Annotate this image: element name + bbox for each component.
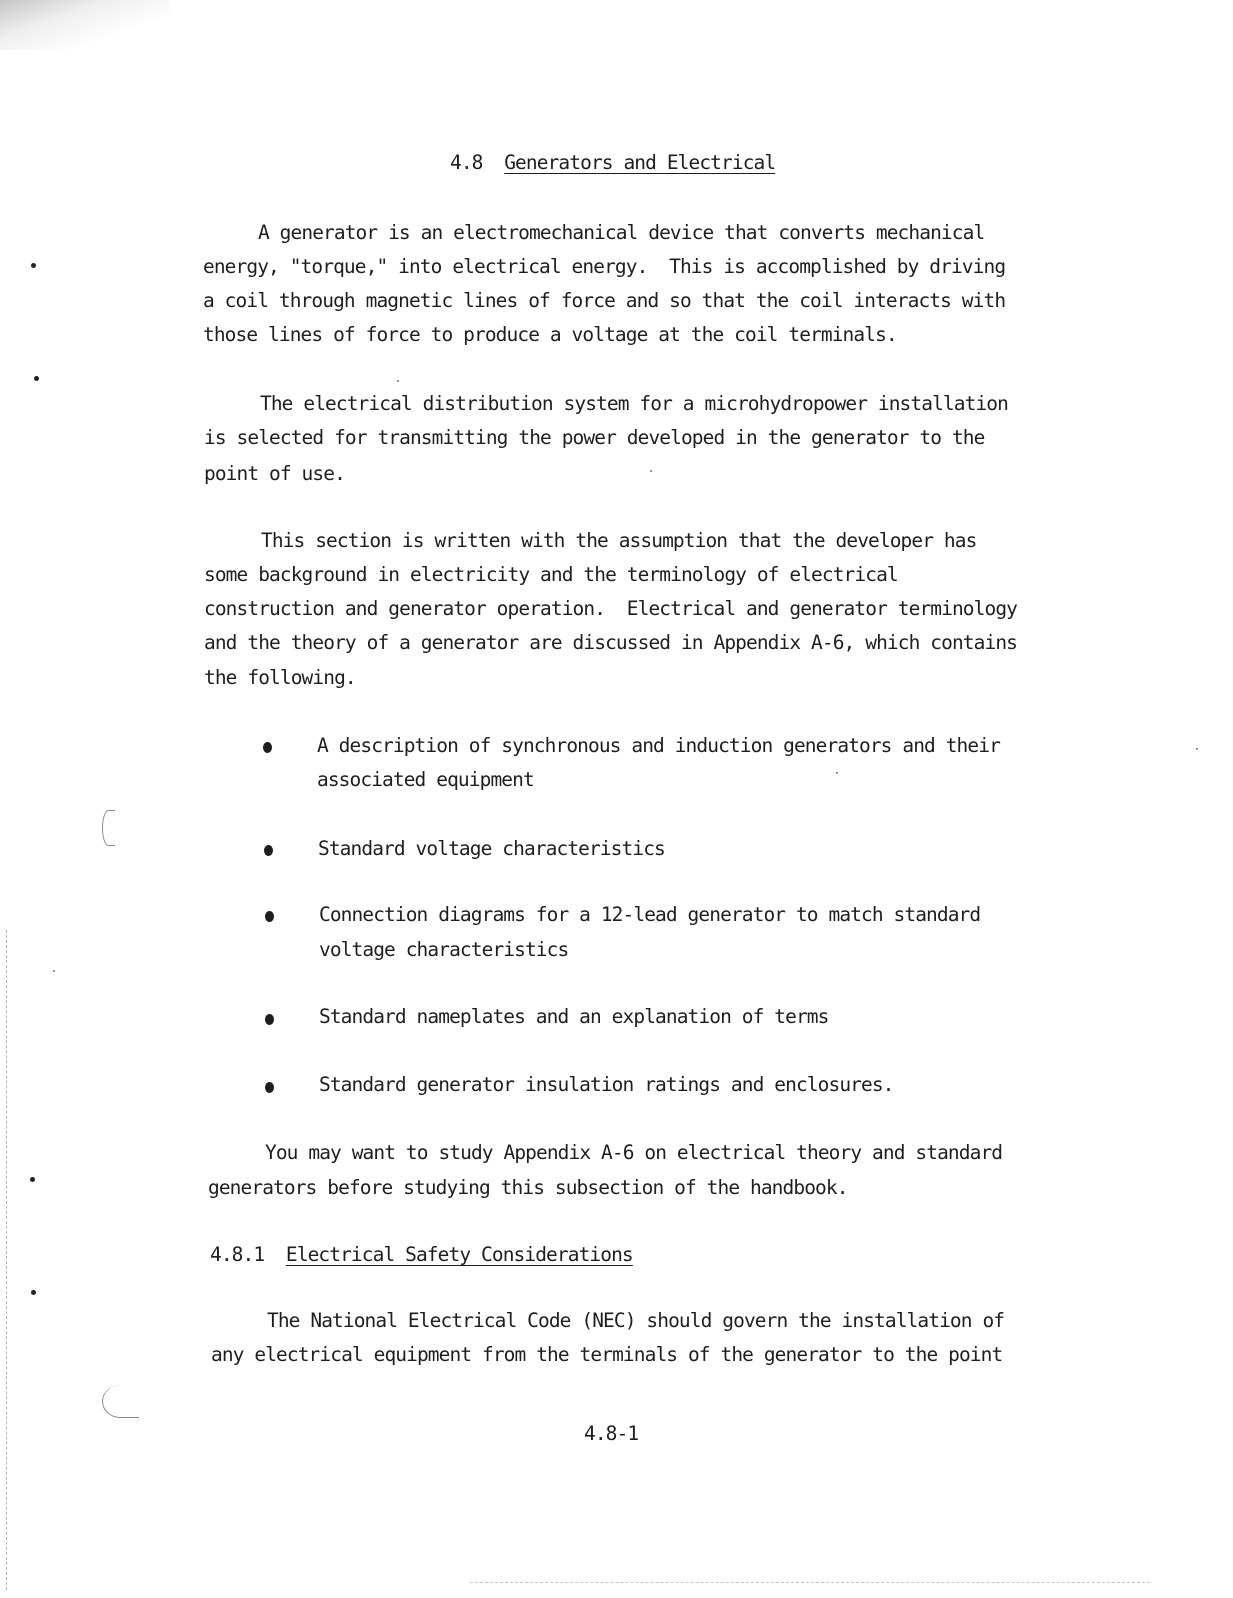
margin-dot <box>31 263 36 268</box>
subsection-heading <box>210 1244 633 1266</box>
list-item: voltage characteristics <box>319 938 569 961</box>
margin-dot <box>31 1290 36 1295</box>
scan-bottom-line <box>470 1582 1150 1583</box>
bullet-icon <box>265 1014 274 1025</box>
scan-mark <box>102 810 115 846</box>
paragraph-line: The electrical distribution system for a microhydropower installation <box>260 392 1008 415</box>
list-item: Standard voltage characteristics <box>318 837 665 860</box>
page-number: 4.8-1 <box>584 1422 639 1445</box>
paragraph-line: a coil through magnetic lines of force and so that the coil interacts with <box>203 289 1006 312</box>
margin-dot <box>836 772 838 774</box>
scan-mark <box>102 1385 139 1418</box>
section-heading <box>450 152 775 174</box>
paragraph-line: and the theory of a generator are discussed in Appendix A-6, which contains <box>204 631 1017 654</box>
paragraph-line: energy, "torque," into electrical energy. This is accomplished by driving <box>203 255 1006 278</box>
paragraph-line: those lines of force to produce a voltage at the coil terminals. <box>203 323 897 346</box>
list-item: Standard nameplates and an explanation of terms <box>319 1005 829 1028</box>
scan-edge-line <box>6 930 7 1590</box>
subsection-title: Electrical Safety Considerations <box>285 1243 633 1266</box>
scan-artifact <box>0 0 170 50</box>
bullet-icon <box>265 911 274 922</box>
paragraph-line: point of use. <box>204 462 345 485</box>
paragraph-line: the following. <box>204 666 356 689</box>
list-item: A description of synchronous and induction generators and their <box>317 734 1000 757</box>
paragraph-line: generators before studying this subsection of the handbook. <box>208 1176 848 1199</box>
bullet-icon <box>265 1082 274 1093</box>
list-item: associated equipment <box>317 768 534 791</box>
margin-dot <box>650 470 652 472</box>
paragraph-line: some background in electricity and the terminology of electrical <box>204 563 898 586</box>
margin-dot <box>1196 748 1198 750</box>
paragraph-line: The National Electrical Code (NEC) should govern the installation of <box>267 1309 1005 1332</box>
subsection-number: 4.8.1 <box>210 1243 265 1266</box>
bullet-icon <box>264 845 273 856</box>
paragraph-line: any electrical equipment from the terminals of the generator to the point <box>211 1343 1003 1366</box>
margin-dot <box>34 376 39 381</box>
paragraph-line: A generator is an electromechanical device that converts mechanical <box>258 221 985 244</box>
margin-dot <box>30 1177 35 1182</box>
margin-dot <box>397 380 399 382</box>
margin-dot <box>53 970 55 972</box>
bullet-icon <box>263 742 272 753</box>
section-number: 4.8 <box>450 151 483 174</box>
list-item: Connection diagrams for a 12-lead generator to match standard <box>319 903 981 926</box>
paragraph-line: is selected for transmitting the power developed in the generator to the <box>204 426 985 449</box>
list-item: Standard generator insulation ratings and enclosures. <box>319 1073 894 1096</box>
paragraph-line: This section is written with the assumption that the developer has <box>261 529 977 552</box>
paragraph-line: You may want to study Appendix A-6 on electrical theory and standard <box>265 1141 1003 1164</box>
section-title: Generators and Electrical <box>504 151 776 174</box>
paragraph-line: construction and generator operation. Electrical and generator terminology <box>204 597 1017 620</box>
